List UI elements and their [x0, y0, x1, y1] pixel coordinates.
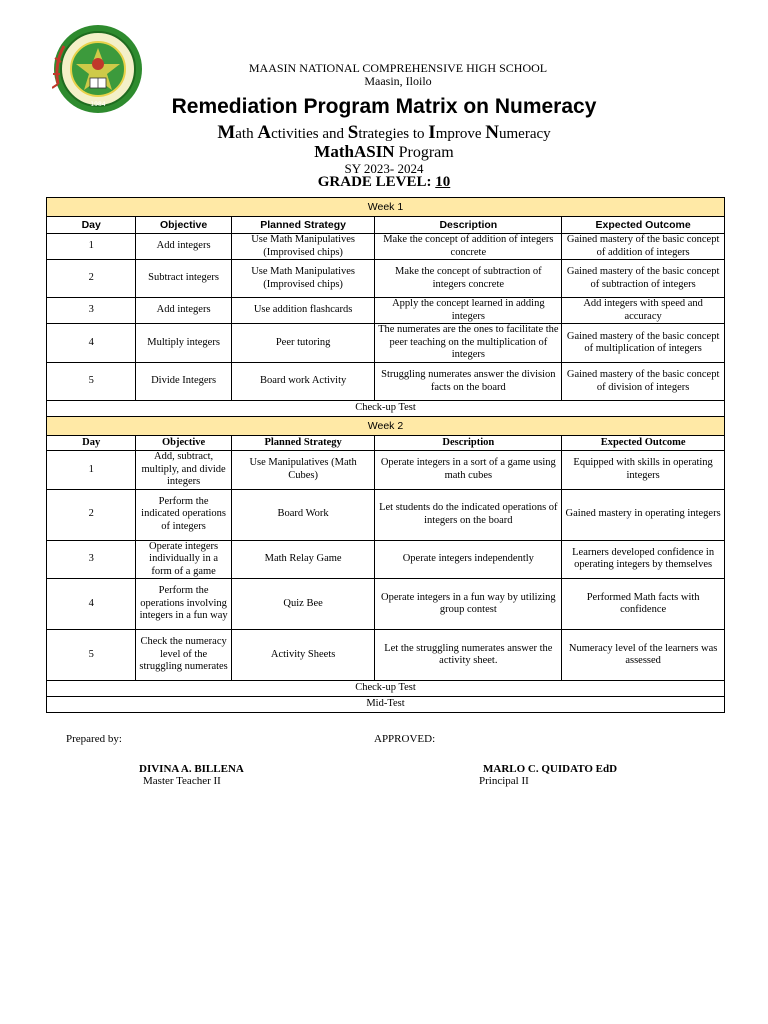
col-objective: Objective — [136, 436, 231, 451]
table-row: 3 Add integers Use addition flashcards Apply the concept learned in adding integers Add integers with speed and accuracy — [47, 298, 725, 324]
grade-level: GRADE LEVEL: 10 — [317, 174, 451, 190]
preparer-name: DIVINA A. BILLENA — [139, 763, 244, 775]
table-row: 5 Check the numeracy level of the struggling numerates Activity Sheets Let the struggling numerates answer the activity sheet. Numeracy level of the learners was assessed — [47, 630, 725, 681]
week1-column-headers — [47, 217, 725, 234]
col-strategy: Planned Strategy — [231, 436, 375, 451]
program-name: MathASIN Program — [314, 142, 454, 161]
col-description: Description — [375, 217, 562, 234]
program-subtitle: Math Activities and Strategies to Improve Numeracy — [217, 122, 551, 143]
week1-header-row — [47, 198, 725, 217]
week2-label: Week 2 — [47, 417, 725, 436]
table-row: 1 Add integers Use Math Manipulatives (Improvised chips) Make the concept of addition of integers concrete Gained mastery of the basic concept of addition of integers — [47, 234, 725, 260]
document-title: Remediation Program Matrix on Numeracy — [171, 95, 597, 118]
preparer-title: Master Teacher II — [143, 775, 221, 787]
remediation-matrix-table — [46, 197, 725, 713]
table-row: 4 Multiply integers Peer tutoring The numerates are the ones to facilitate the peer teaching on the multiplication of integers Gained mastery of the basic concept of multiplication of integers — [47, 324, 725, 363]
week2-checkup-row — [47, 681, 725, 697]
school-name: MAASIN NATIONAL COMPREHENSIVE HIGH SCHOOL — [248, 61, 548, 75]
week1-label: Week 1 — [47, 198, 725, 217]
col-objective: Objective — [136, 217, 231, 234]
approver-name: MARLO C. QUIDATO EdD — [483, 763, 618, 775]
approved-label: APPROVED: — [374, 733, 436, 745]
approver-title: Principal II — [479, 775, 529, 787]
col-day: Day — [47, 436, 136, 451]
seal-year: 1984 — [90, 101, 106, 108]
col-description: Description — [375, 436, 562, 451]
table-row: 2 Subtract integers Use Math Manipulatives (Improvised chips) Make the concept of subtraction of integers concrete Gained mastery of the basic concept of subtraction of integers — [47, 260, 725, 298]
table-row: 5 Divide Integers Board work Activity Struggling numerates answer the division facts on the board Gained mastery of the basic concept of division of integers — [47, 363, 725, 401]
col-strategy: Planned Strategy — [231, 217, 375, 234]
school-location: Maasin, Iloilo — [364, 74, 432, 88]
school-year: SY 2023- 2024 — [344, 161, 424, 176]
col-day: Day — [47, 217, 136, 234]
table-row: 3 Operate integers individually in a form of a game Math Relay Game Operate integers independently Learners developed confidence in operating integers by themselves — [47, 540, 725, 579]
midtest-row — [47, 697, 725, 713]
prepared-by-label: Prepared by: — [66, 733, 122, 745]
week2-checkup-test: Check-up Test — [47, 681, 725, 697]
table-row: 2 Perform the indicated operations of integers Board Work Let students do the indicated operations of integers on the board Gained mastery in operating integers — [47, 489, 725, 540]
week1-checkup-row — [47, 401, 725, 417]
week1-checkup-test: Check-up Test — [47, 401, 725, 417]
table-row: 1 Add, subtract, multiply, and divide integers Use Manipulatives (Math Cubes) Operate integers in a sort of a game using math cubes Equipped with skills in operating integers — [47, 451, 725, 490]
week2-column-headers — [47, 436, 725, 451]
col-outcome: Expected Outcome — [562, 217, 725, 234]
week2-header-row — [47, 417, 725, 436]
table-row: 4 Perform the operations involving integers in a fun way Quiz Bee Operate integers in a fun way by utilizing group contest Performed Math facts with confidence — [47, 579, 725, 630]
mid-test: Mid-Test — [47, 697, 725, 713]
col-outcome: Expected Outcome — [562, 436, 725, 451]
